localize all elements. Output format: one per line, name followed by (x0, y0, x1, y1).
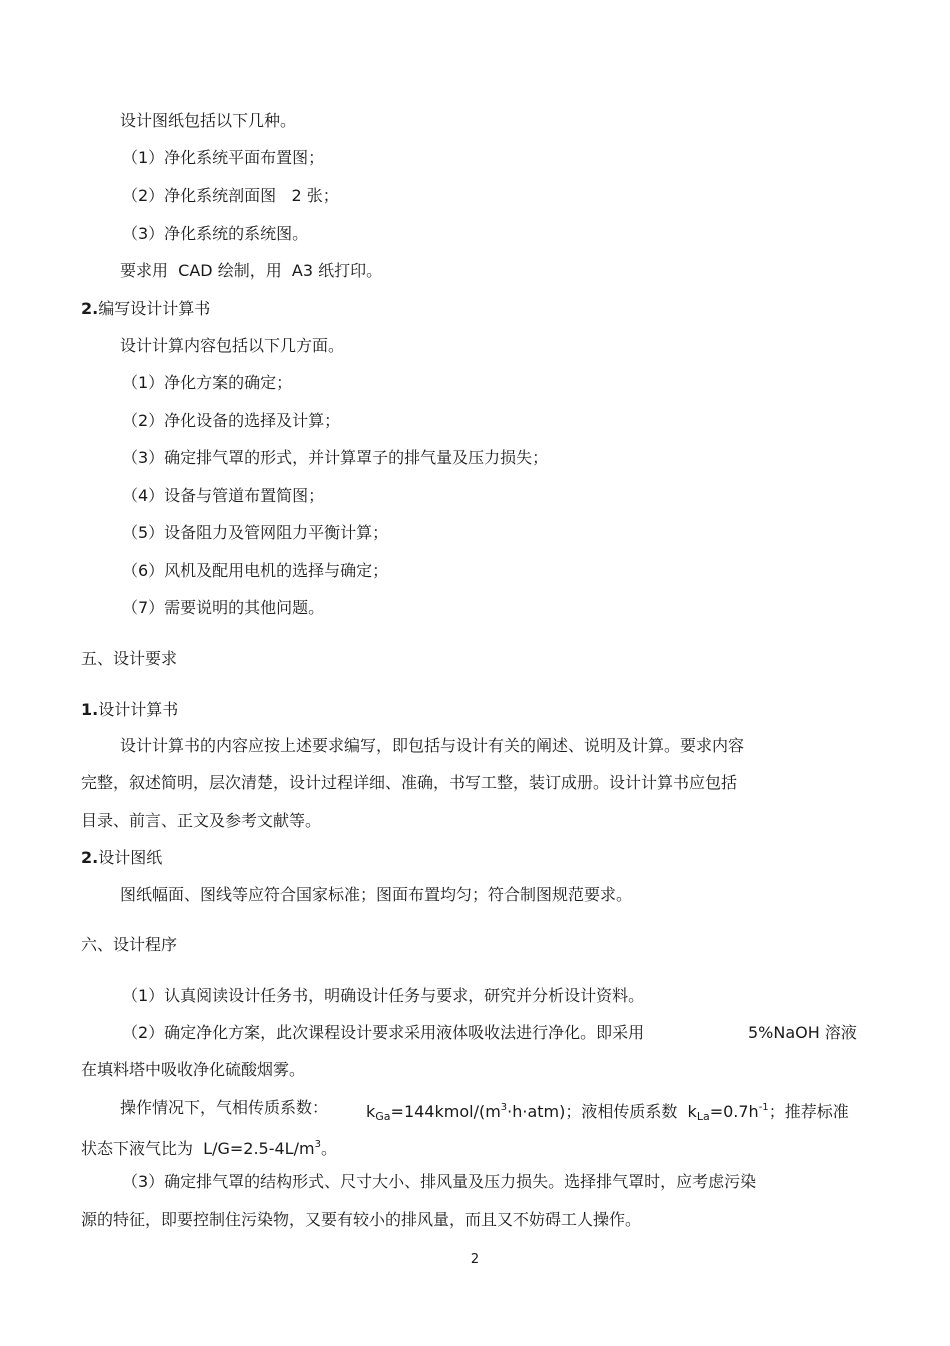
procedure-step-2-naoh: 5%NaOH 溶液 (748, 1023, 857, 1042)
lg-ratio-end: 。 (320, 1139, 337, 1158)
list-item-equipment: （2）净化设备的选择及计算； (122, 411, 341, 430)
heading-drawings-req (81, 847, 162, 869)
kla-subscript: La (696, 1110, 710, 1123)
paragraph-drawing-standards: 图纸幅面、图线等应符合国家标准；图面布置均匀；符合制图规范要求。 (120, 885, 633, 904)
paragraph-mass-transfer-coefficients (366, 1097, 849, 1128)
paragraph-cad-requirement: 要求用 CAD 绘制，用 A3 纸打印。 (120, 261, 383, 280)
list-item-scheme: （1）净化方案的确定； (122, 373, 293, 392)
list-item-hood: （3）确定排气罩的形式，并计算罩子的排气量及压力损失； (122, 448, 549, 467)
heading-text: 设计图纸 (98, 848, 163, 867)
procedure-step-3: （3）确定排气罩的结构形式、尺寸大小、排风量及压力损失。选择排气罩时，应考虑污染 (122, 1172, 757, 1191)
paragraph-liquid-gas-ratio (81, 1134, 337, 1160)
list-item-system-diagram: （3）净化系统的系统图。 (122, 224, 309, 243)
page-number: 2 (470, 1252, 480, 1267)
kla-value: =0.7h (709, 1102, 759, 1121)
heading-number: 2. (81, 299, 99, 318)
kla-superscript: -1 (758, 1102, 769, 1113)
list-item-layout-sketch: （4）设备与管道布置简图； (122, 486, 325, 505)
kla-label: ·h·atm)；液相传质系数 k (507, 1102, 697, 1121)
list-item-fan-motor: （6）风机及配用电机的选择与确定； (122, 561, 389, 580)
paragraph-calc-content-1: 设计计算书的内容应按上述要求编写，即包括与设计有关的阐述、说明及计算。要求内容 (120, 736, 745, 755)
paragraph-calc-content-3: 目录、前言、正文及参考文献等。 (81, 811, 322, 830)
recommended-label: ；推荐标准 (768, 1102, 849, 1121)
section-heading-requirements: 五、设计要求 (81, 649, 178, 668)
procedure-step-3-cont: 源的特征，即要控制住污染物，又要有较小的排风量，而且又不妨碍工人操作。 (81, 1210, 642, 1229)
paragraph-calc-content-2: 完整，叙述简明，层次清楚，设计过程详细、准确，书写工整，装订成册。设计计算书应包括 (81, 773, 738, 792)
heading-text: 编写设计计算书 (98, 299, 211, 318)
list-item-other: （7）需要说明的其他问题。 (122, 598, 325, 617)
paragraph-drawings-intro: 设计图纸包括以下几种。 (120, 111, 297, 130)
section-heading-procedure: 六、设计程序 (81, 935, 178, 954)
list-item-resistance: （5）设备阻力及管网阻力平衡计算； (122, 523, 389, 542)
kga-symbol: k (366, 1102, 376, 1121)
lg-ratio-text: 状态下液气比为 L/G=2.5-4L/m (81, 1139, 315, 1158)
procedure-step-1: （1）认真阅读设计任务书，明确设计任务与要求，研究并分析设计资料。 (122, 986, 645, 1005)
heading-calc-book-req (81, 699, 178, 721)
paragraph-mass-transfer-label: 操作情况下，气相传质系数： (120, 1098, 329, 1117)
heading-number: 1. (81, 700, 99, 719)
heading-number: 2. (81, 848, 99, 867)
kga-value: =144kmol/(m (390, 1102, 501, 1121)
kga-subscript: Ga (375, 1110, 391, 1123)
procedure-step-2: （2）确定净化方案，此次课程设计要求采用液体吸收法进行净化。即采用 (122, 1023, 645, 1042)
heading-text: 设计计算书 (98, 700, 179, 719)
list-item-plan-layout: （1）净化系统平面布置图； (122, 148, 325, 167)
paragraph-calc-intro: 设计计算内容包括以下几方面。 (120, 336, 345, 355)
heading-calc-book (81, 298, 210, 320)
procedure-step-2-cont: 在填料塔中吸收净化硫酸烟雾。 (81, 1060, 306, 1079)
lg-ratio-superscript: 3 (314, 1139, 321, 1150)
list-item-section-drawing: （2）净化系统剖面图 2 张； (122, 186, 339, 205)
kga-superscript: 3 (500, 1102, 508, 1113)
